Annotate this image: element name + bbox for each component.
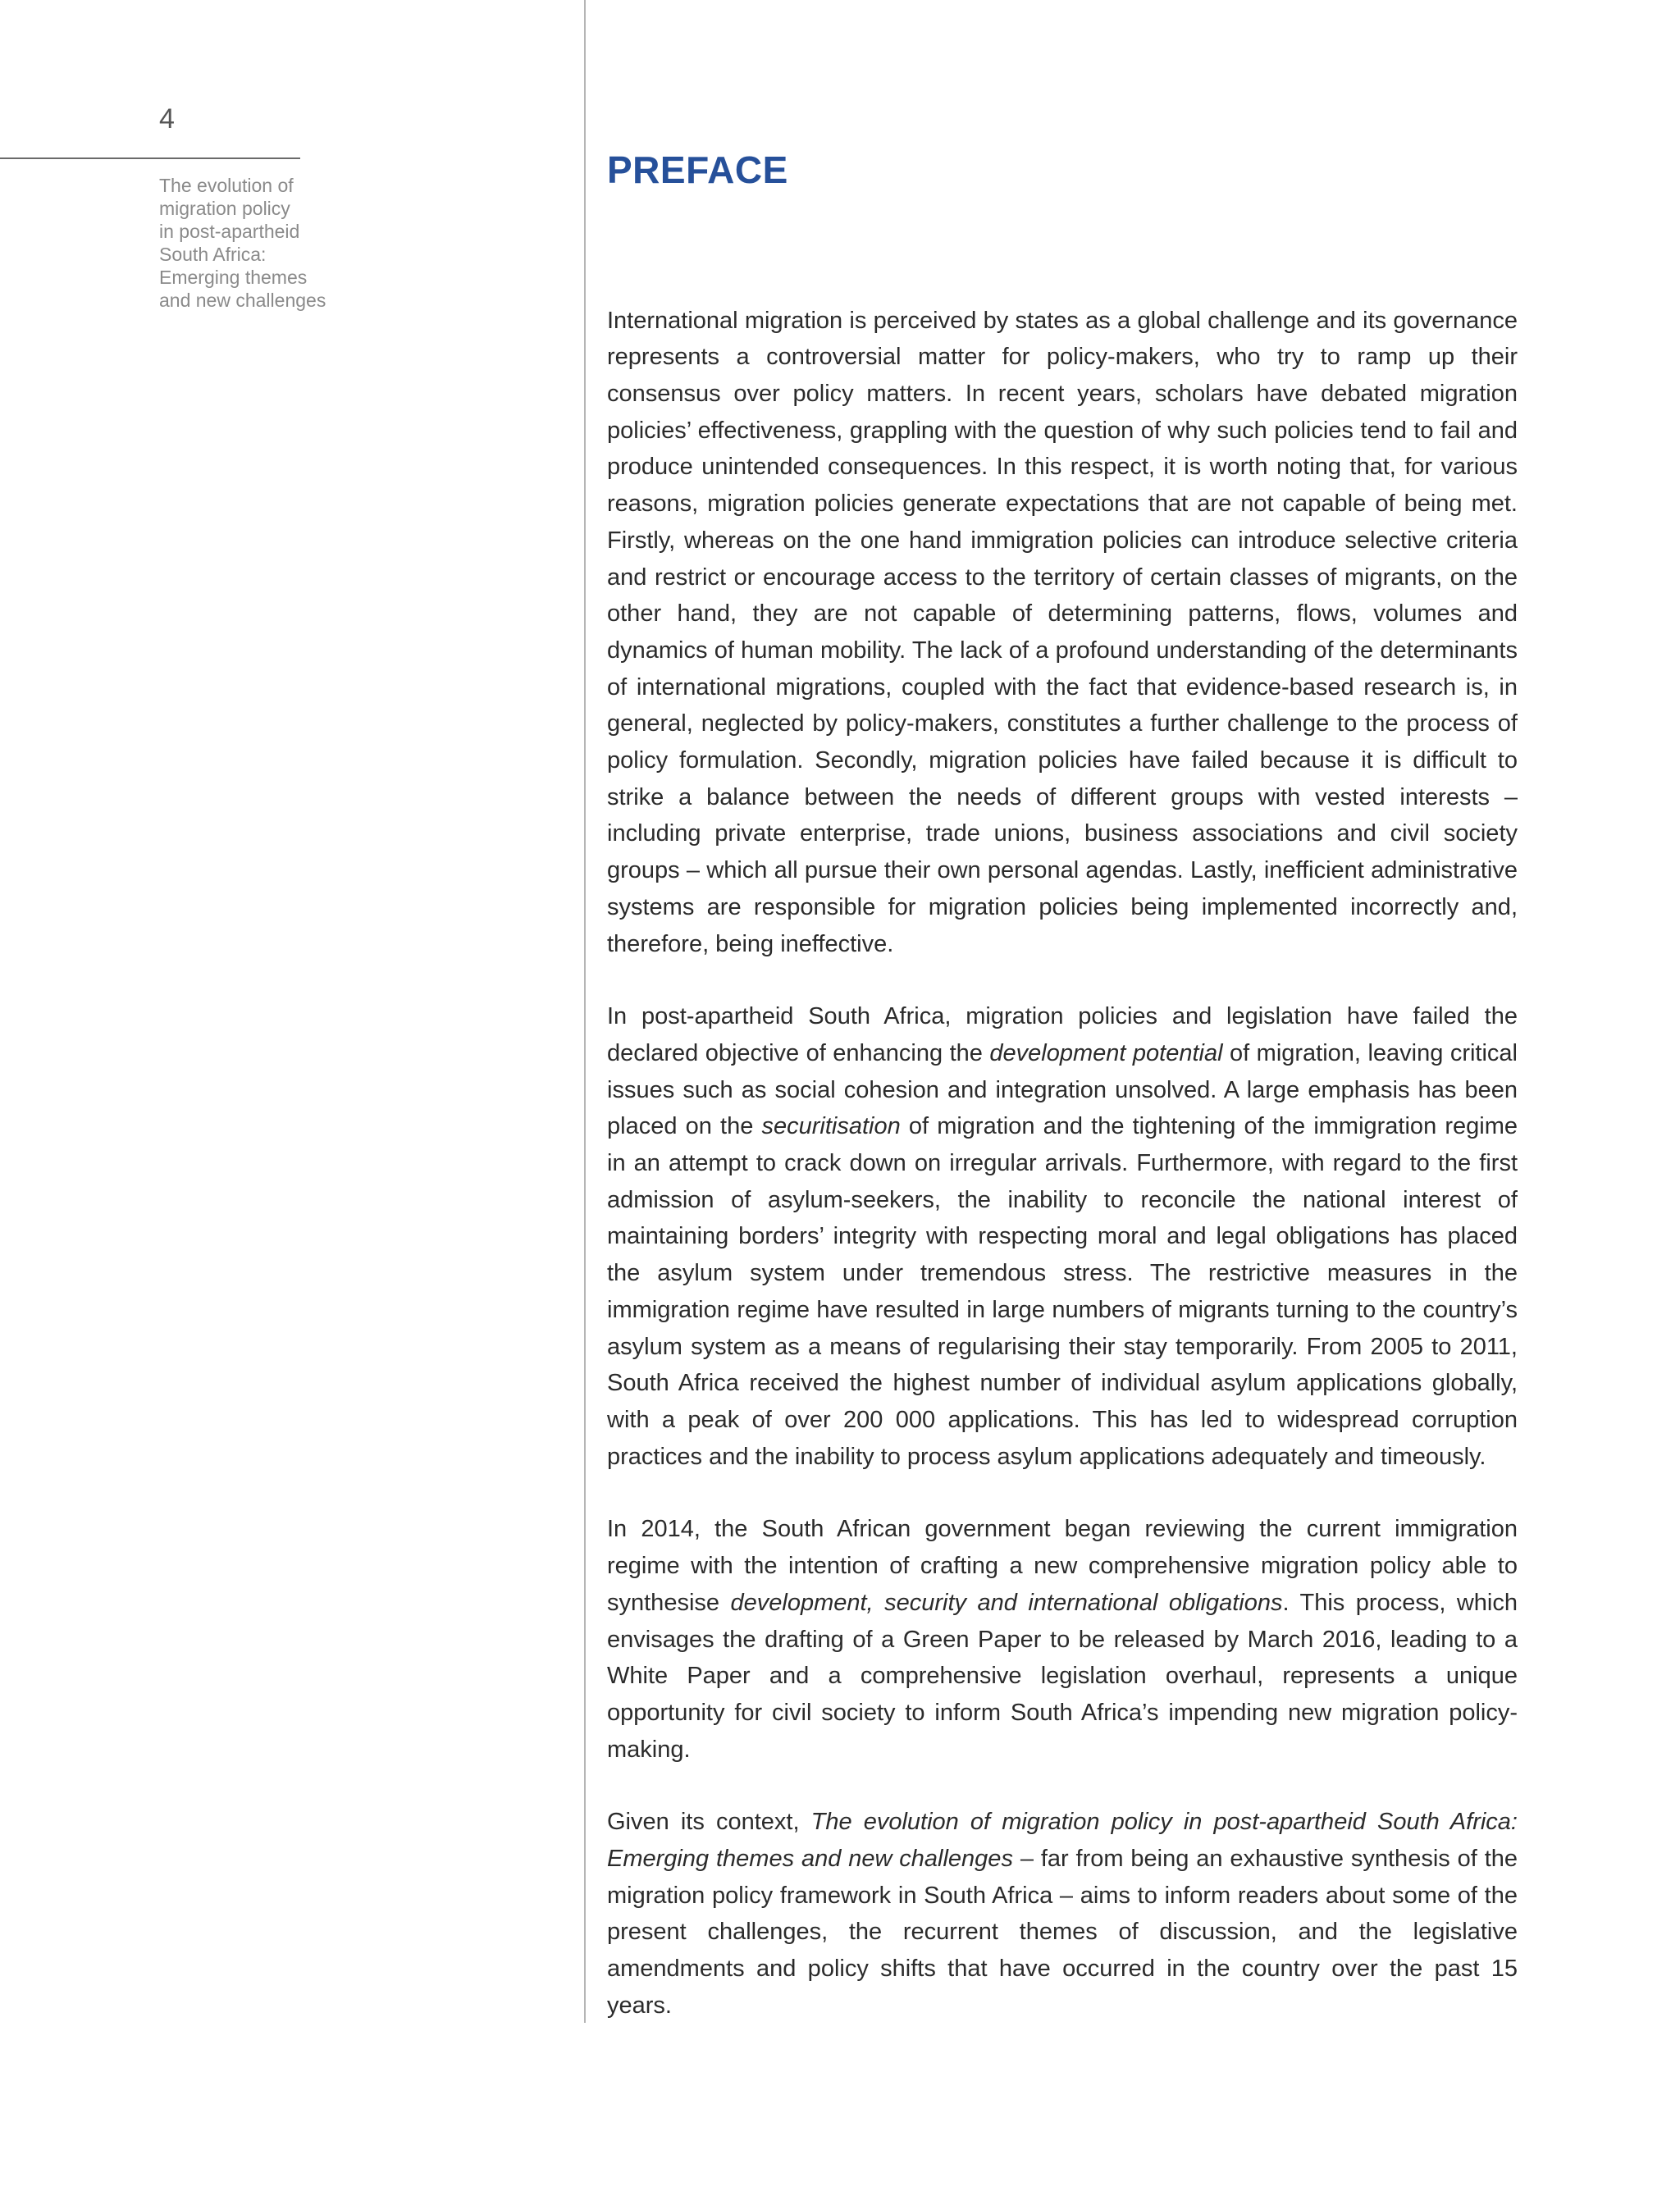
preface-heading: PREFACE	[607, 148, 788, 191]
running-title-line: Emerging themes	[159, 267, 308, 288]
running-title-line: and new challenges	[159, 290, 326, 311]
paragraph-3-text: In 2014, the South African government began reviewing the current immigration regime with the intention of crafting a new comprehensive migration policy able to synthesise	[607, 1516, 1518, 1616]
paragraph-2	[607, 998, 1518, 1475]
paragraph-2-emphasis: securitisation	[761, 1113, 901, 1140]
main-column	[607, 149, 1518, 2061]
running-title	[159, 174, 364, 312]
paragraph-3-text: . This process, which envisages the drafting of a Green Paper to be released by March 2016, leading to a White Paper and a comprehensive legislation overhaul, represents a unique opportunity for civil society to inform South Africa’s impending new migration policy-making.	[607, 1589, 1518, 1763]
paragraph-3	[607, 1511, 1518, 1768]
paragraph-4-text: Given its context,	[607, 1809, 811, 1836]
sidebar-rule	[0, 157, 300, 159]
running-title-line: in post-apartheid	[159, 221, 300, 242]
paragraph-1: International migration is perceived by states as a global challenge and its governance represents a controversial matter for policy-makers, who try to ramp up their consensus over policy matters. In recent years, scholars have debated migration policies’ effectiveness, grappling with the question of why such policies tend to fail and produce unintended consequences. In this respect, it is worth noting that, for various reasons, migration policies generate expectations that are not capable of being met. Firstly, whereas on the one hand immigration policies can introduce selective criteria and restrict or encourage access to the territory of certain classes of migrants, on the other hand, they are not capable of determining patterns, flows, volumes and dynamics of human mobility. The lack of a profound understanding of the determinants of international migrations, coupled with the fact that evidence-based research is, in general, neglected by policy-makers, constitutes a further challenge to the process of policy formulation. Secondly, migration policies have failed because it is difficult to strike a balance between the needs of different groups with vested interests – including private enterprise, trade unions, business associations and civil society groups – which all pursue their own personal agendas. Lastly, inefficient administrative systems are responsible for migration policies being implemented incorrectly and, therefore, being ineffective.	[607, 307, 1518, 957]
paragraph-2-text: of migration and the tightening of the immigration regime in an attempt to crack down on irregular arrivals. Furthermore, with regard to the first admission of asylum-seekers, the inability to reconcile the national interest of maintaining borders’ integrity with respecting moral and legal obligations has placed the asylum system under tremendous stress. The restrictive measures in the immigration regime have resulted in large numbers of migrants turning to the country’s asylum system as a means of regularising their stay temporarily. From 2005 to 2011, South Africa received the highest number of individual asylum applications globally, with a peak of over 200 000 applications. This has led to widespread corruption practices and the inability to process asylum applications adequately and timeously.	[607, 1113, 1518, 1470]
preface-body	[607, 303, 1518, 2024]
paragraph-2-text: In post-apartheid South Africa, migration policies and legislation have failed the declared objective of enhancing the	[607, 1003, 1518, 1066]
running-title-line: migration policy	[159, 198, 290, 219]
paragraph-4	[607, 1804, 1518, 2024]
running-title-line: South Africa:	[159, 244, 267, 265]
paragraph-3-emphasis: development, security and international obligations	[730, 1589, 1283, 1616]
column-divider	[584, 0, 586, 2023]
paragraph-4-text: – far from being an exhaustive synthesis of the migration policy framework in South Africa – aims to inform readers about some of the present challenges, the recurrent themes of discussion, and the legislative amendments and policy shifts that have occurred in the country over the past 15 years.	[607, 1846, 1518, 2019]
paragraph-2-emphasis: development potential	[989, 1039, 1223, 1066]
running-title-line: The evolution of	[159, 175, 294, 196]
page-number: 4	[159, 103, 175, 135]
paragraph-2-text: of migration, leaving critical issues such as social cohesion and integration unsolved. A large emphasis has been placed on the	[607, 1039, 1518, 1140]
publication-title: The evolution of migration policy in post-apartheid South Africa: Emerging themes and new challenges	[607, 1809, 1518, 1873]
